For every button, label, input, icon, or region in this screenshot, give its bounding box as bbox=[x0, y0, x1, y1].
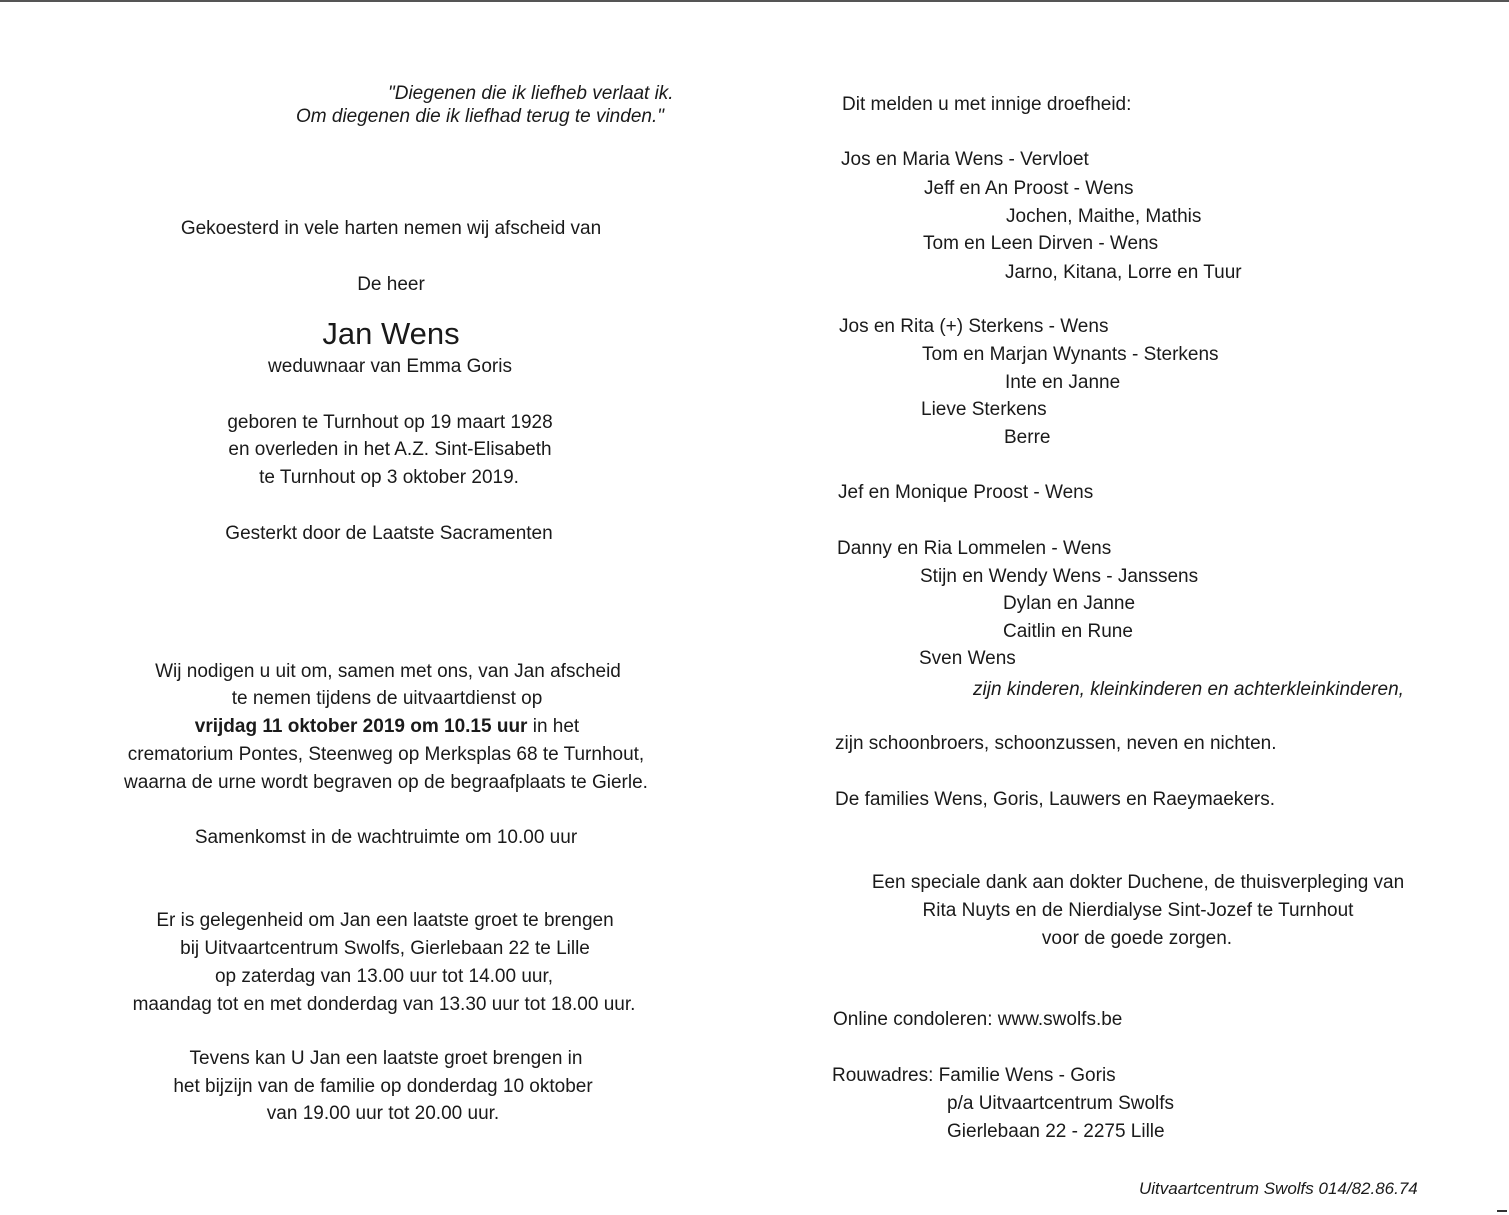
thanks-line-3: voor de goede zorgen. bbox=[1041, 928, 1233, 949]
family-member: Tom en Leen Dirven - Wens bbox=[923, 233, 1159, 254]
family-member: Caitlin en Rune bbox=[1003, 621, 1133, 642]
family-member: Jef en Monique Proost - Wens bbox=[838, 482, 1094, 503]
service-date-rest: in het bbox=[527, 716, 580, 737]
family-member: Sven Wens bbox=[919, 648, 1016, 669]
death-place-line: te Turnhout op 3 oktober 2019. bbox=[259, 467, 519, 488]
salutation: De heer bbox=[357, 274, 425, 295]
invitation-line-5: waarna de urne wordt begraven op de begraafplaats te Gierle. bbox=[124, 772, 648, 793]
children-note: zijn kinderen, kleinkinderen en achterkleinkinderen, bbox=[973, 679, 1404, 700]
thanks-line-1: Een speciale dank aan dokter Duchene, de thuisverpleging van bbox=[871, 872, 1405, 893]
family-viewing-line-2: het bijzijn van de familie op donderdag 10 oktober bbox=[173, 1076, 593, 1097]
invitation-line-2: te nemen tijdens de uitvaartdienst op bbox=[231, 688, 543, 709]
online-condolences: Online condoleren: www.swolfs.be bbox=[833, 1009, 1123, 1030]
family-member: Lieve Sterkens bbox=[921, 399, 1047, 420]
thanks-line-2: Rita Nuyts en de Nierdialyse Sint-Jozef te Turnhout bbox=[922, 900, 1354, 921]
invitation-line-4: crematorium Pontes, Steenweg op Merksplas 68 te Turnhout, bbox=[127, 744, 645, 765]
family-member: Jarno, Kitana, Lorre en Tuur bbox=[1005, 262, 1242, 283]
family-member: Jochen, Maithe, Mathis bbox=[1006, 206, 1202, 227]
family-member: Dylan en Janne bbox=[1003, 593, 1136, 614]
family-viewing-line-1: Tevens kan U Jan een laatste groet brengen in bbox=[189, 1048, 583, 1069]
families-text: De families Wens, Goris, Lauwers en Raeymaekers. bbox=[835, 789, 1275, 810]
quote-line-2: Om diegenen die ik liefhad terug te vinden." bbox=[296, 106, 664, 127]
invitation-date-line bbox=[195, 713, 579, 741]
viewing-line-4: maandag tot en met donderdag van 13.30 uur tot 18.00 uur. bbox=[132, 994, 636, 1015]
viewing-line-1: Er is gelegenheid om Jan een laatste groet te brengen bbox=[156, 910, 614, 931]
address-line-2: p/a Uitvaartcentrum Swolfs bbox=[947, 1093, 1175, 1114]
footer-funeral-home: Uitvaartcentrum Swolfs 014/82.86.74 bbox=[1139, 1179, 1418, 1198]
birth-line: geboren te Turnhout op 19 maart 1928 bbox=[227, 412, 553, 433]
widower-of: weduwnaar van Emma Goris bbox=[268, 356, 512, 377]
gathering-text: Samenkomst in de wachtruimte om 10.00 uur bbox=[194, 827, 578, 848]
invitation-line-1: Wij nodigen u uit om, samen met ons, van Jan afscheid bbox=[155, 661, 621, 682]
address-line-3: Gierlebaan 22 - 2275 Lille bbox=[947, 1121, 1165, 1142]
quote-line-1: "Diegenen die ik liefheb verlaat ik. bbox=[388, 83, 674, 104]
top-border-line bbox=[0, 0, 1509, 2]
family-member: Jos en Rita (+) Sterkens - Wens bbox=[839, 316, 1109, 337]
announce-text: Dit melden u met innige droefheid: bbox=[842, 94, 1132, 115]
death-line: en overleden in het A.Z. Sint-Elisabeth bbox=[228, 439, 552, 460]
family-member: Tom en Marjan Wynants - Sterkens bbox=[922, 344, 1219, 365]
deceased-name: Jan Wens bbox=[322, 316, 460, 351]
family-member: Berre bbox=[1004, 427, 1051, 448]
sacraments: Gesterkt door de Laatste Sacramenten bbox=[225, 523, 553, 544]
address-line-1: Rouwadres: Familie Wens - Goris bbox=[832, 1065, 1116, 1086]
intro-text: Gekoesterd in vele harten nemen wij afscheid van bbox=[180, 218, 602, 239]
viewing-line-3: op zaterdag van 13.00 uur tot 14.00 uur, bbox=[214, 966, 554, 987]
family-member: Inte en Janne bbox=[1005, 372, 1121, 393]
family-member: Jos en Maria Wens - Vervloet bbox=[841, 149, 1089, 170]
viewing-line-2: bij Uitvaartcentrum Swolfs, Gierlebaan 22 te Lille bbox=[180, 938, 590, 959]
in-laws-text: zijn schoonbroers, schoonzussen, neven en nichten. bbox=[835, 733, 1277, 754]
family-viewing-line-3: van 19.00 uur tot 20.00 uur. bbox=[266, 1103, 500, 1124]
service-date: vrijdag 11 oktober 2019 om 10.15 uur bbox=[194, 716, 528, 737]
edge-mark bbox=[1497, 1210, 1507, 1212]
family-member: Stijn en Wendy Wens - Janssens bbox=[920, 566, 1199, 587]
family-member: Danny en Ria Lommelen - Wens bbox=[837, 538, 1112, 559]
family-member: Jeff en An Proost - Wens bbox=[924, 178, 1134, 199]
